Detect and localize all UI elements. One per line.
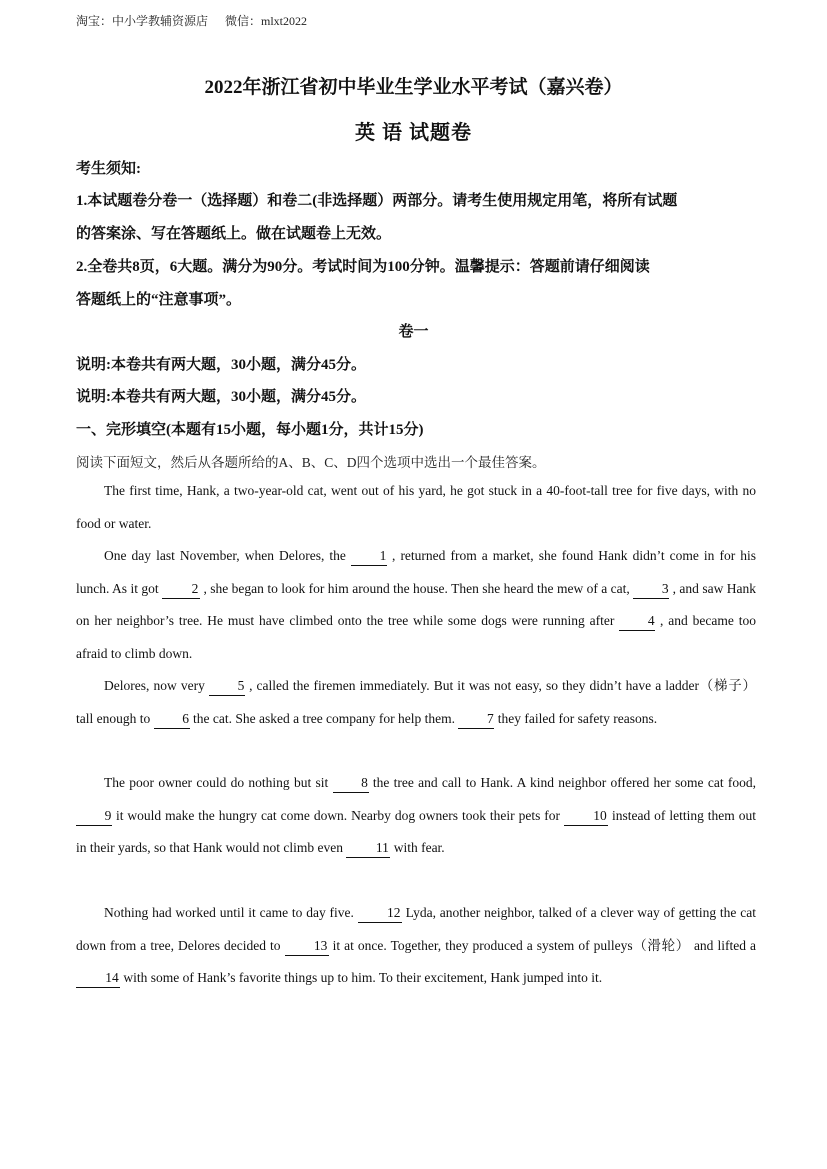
- explanation-line-2: 说明:本卷共有两大题，30小题，满分45分。: [76, 389, 366, 405]
- notice-item2-line2: 答题纸上的“注意事项”。: [76, 292, 242, 308]
- blank-11: 11: [346, 839, 390, 858]
- wechat-info: 微信：mlxt2022: [225, 14, 308, 28]
- blank-8: 8: [333, 774, 369, 793]
- passage-text: Lyda, another neighbor, talked of a clever way of getting the cat down from a tree, Delores decided to: [76, 905, 756, 953]
- blank-1: 1: [351, 547, 387, 566]
- explanation-line-1: 说明:本卷共有两大题，30小题，满分45分。: [76, 357, 366, 373]
- passage-paragraph-1: The first time, Hank, a two-year-old cat, went out of his yard, he got stuck in a 40-foot-tall tree for five days, with no food or water.: [76, 483, 756, 531]
- passage-text: Nothing had worked until it came to day five.: [104, 905, 358, 920]
- blank-4: 4: [619, 612, 655, 631]
- section-title: 一、完形填空(本题有15小题，每小题1分，共计15分): [76, 422, 424, 438]
- passage-text: the cat. She asked a tree company for help them.: [189, 710, 459, 726]
- notice-heading: 考生须知:: [76, 161, 141, 177]
- blank-3: 3: [633, 580, 669, 599]
- shop-info: 淘宝：中小学教辅资源店: [76, 14, 209, 28]
- passage-text: with fear.: [390, 840, 445, 855]
- passage-text: with some of Hank’s favorite things up to him. To their excitement, Hank jumped into it.: [120, 970, 603, 985]
- passage-text: , and became too afraid to climb down.: [76, 613, 756, 661]
- passage-text: , and saw Hank on her neighbor’s tree. He must have climbed onto the tree while some dogs were running after: [76, 580, 756, 628]
- section-instruction: 阅读下面短文，然后从各题所给的A、B、C、D四个选项中选出一个最佳答案。: [76, 455, 546, 470]
- blank-14: 14: [76, 969, 120, 988]
- page-header: [76, 12, 321, 29]
- blank-9: 9: [76, 807, 112, 826]
- passage-paragraph-3: [76, 670, 756, 735]
- blank-6: 6: [154, 710, 190, 729]
- passage-text: it at once. Together, they produced a system of pulleys（滑轮） and lifted a: [328, 937, 756, 953]
- notice-item2-line1: 2.全卷共8页，6大题。满分为90分。考试时间为100分钟。温馨提示：答题前请仔细阅读: [76, 259, 650, 275]
- passage-paragraph-4: [76, 767, 756, 865]
- notice-item1-line2: 的答案涂、写在答题纸上。做在试题卷上无效。: [76, 226, 392, 242]
- passage-text: , she began to look for him around the house. Then she heard the mew of a cat,: [200, 580, 634, 596]
- passage-text: the tree and call to Hank. A kind neighbor offered her some cat food,: [368, 775, 756, 790]
- passage-paragraph-2: [76, 540, 756, 670]
- passage-text: they failed for safety reasons.: [494, 710, 658, 726]
- blank-2: 2: [162, 580, 200, 599]
- passage-text: One day last November, when Delores, the: [104, 548, 351, 563]
- notice-item1-line1: 1.本试题卷分卷一（选择题）和卷二(非选择题）两部分。请考生使用规定用笔，将所有试题: [76, 193, 678, 209]
- passage-text: Delores, now very: [104, 678, 209, 693]
- passage-paragraph-5: [76, 897, 756, 995]
- blank-5: 5: [209, 677, 245, 696]
- passage-text: instead of letting them out in their yards, so that Hank would not climb even: [76, 807, 757, 855]
- passage-text: it would make the hungry cat come down. Nearby dog owners took their pets for: [112, 807, 565, 823]
- blank-13: 13: [285, 937, 329, 956]
- blank-12: 12: [358, 904, 402, 923]
- volume-one-heading: 卷一: [398, 324, 429, 340]
- blank-10: 10: [564, 807, 608, 826]
- passage-text: , returned from a market, she found Hank didn’t come in for his lunch. As it got: [76, 548, 756, 596]
- exam-title: 2022年浙江省初中毕业生学业水平考试（嘉兴卷）: [204, 77, 623, 98]
- passage-text: The poor owner could do nothing but sit: [104, 775, 333, 790]
- passage-text: , called the firemen immediately. But it was not easy, so they didn’t have a ladder（梯子） tall enough to: [76, 678, 756, 726]
- exam-subtitle: 英 语 试题卷: [355, 122, 472, 144]
- blank-7: 7: [458, 710, 494, 729]
